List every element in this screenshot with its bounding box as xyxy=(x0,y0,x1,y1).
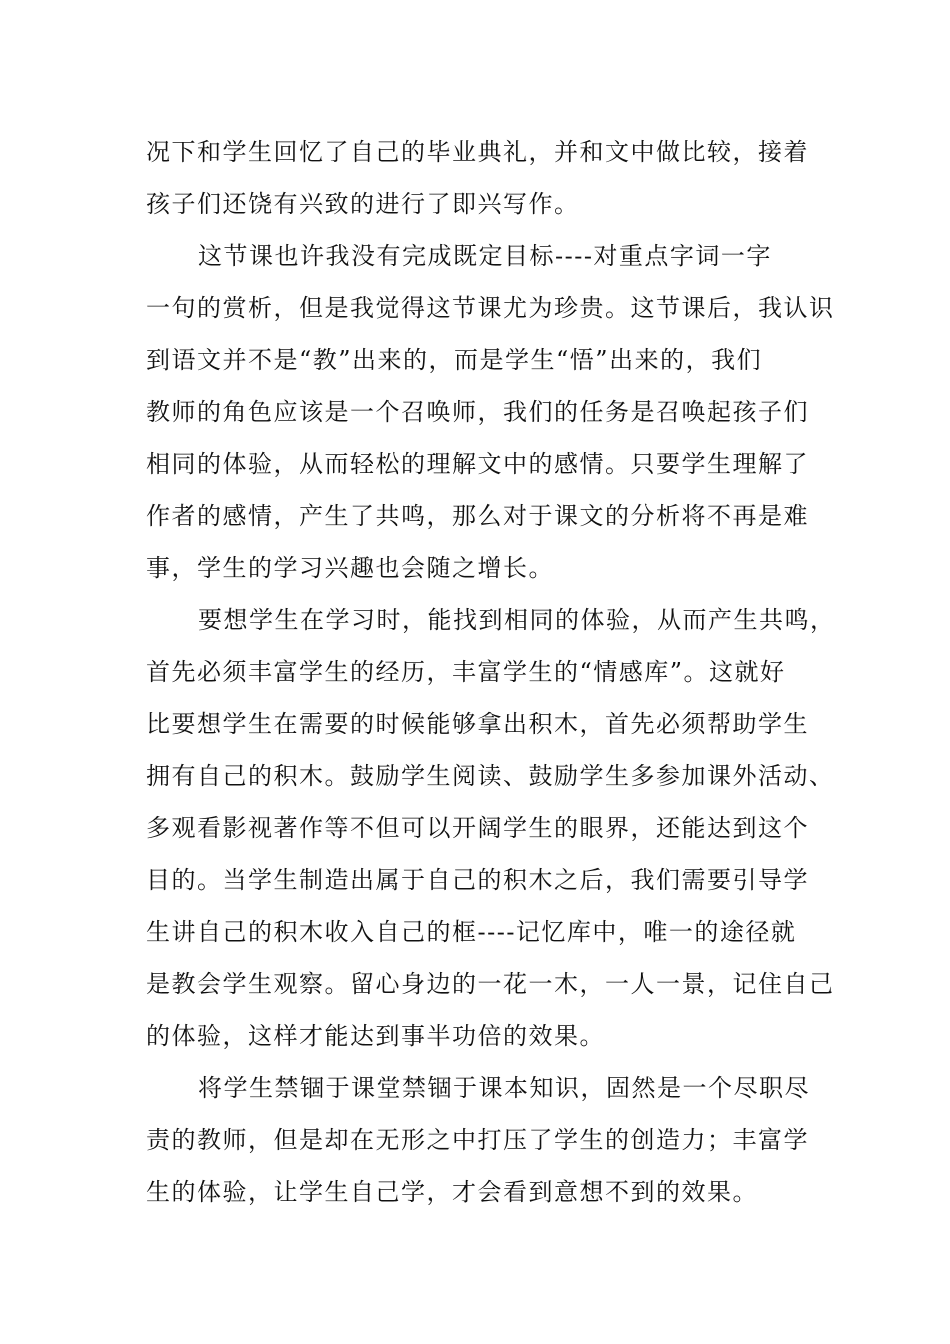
text-line: 这节课也许我没有完成既定目标----对重点字词一字 xyxy=(198,242,772,270)
text-line: 目的。当学生制造出属于自己的积木之后，我们需要引导学 xyxy=(146,866,809,894)
paragraph-3 xyxy=(146,594,836,1062)
text-line: 到语文并不是“教”出来的，而是学生“悟”出来的，我们 xyxy=(146,346,763,374)
paragraph-4 xyxy=(146,1062,810,1218)
paragraph-1 xyxy=(146,126,809,230)
text-line: 比要想学生在需要的时候能够拿出积木，首先必须帮助学生 xyxy=(146,710,809,738)
text-line: 事，学生的学习兴趣也会随之增长。 xyxy=(146,554,554,582)
text-line: 责的教师，但是却在无形之中打压了学生的创造力；丰富学 xyxy=(146,1126,809,1154)
text-line: 首先必须丰富学生的经历，丰富学生的“情感库”。这就好 xyxy=(146,658,786,686)
text-line: 生讲自己的积木收入自己的框----记忆库中，唯一的途径就 xyxy=(146,918,797,946)
text-line: 相同的体验，从而轻松的理解文中的感情。只要学生理解了 xyxy=(146,450,809,478)
text-line: 教师的角色应该是一个召唤师，我们的任务是召唤起孩子们 xyxy=(146,398,809,426)
text-line: 拥有自己的积木。鼓励学生阅读、鼓励学生多参加课外活动、 xyxy=(146,762,835,790)
text-line: 是教会学生观察。留心身边的一花一木，一人一景，记住自己 xyxy=(146,970,835,998)
text-line: 况下和学生回忆了自己的毕业典礼，并和文中做比较，接着 xyxy=(146,138,809,166)
text-line: 的体验，这样才能达到事半功倍的效果。 xyxy=(146,1022,605,1050)
text-line: 多观看影视著作等不但可以开阔学生的眼界，还能达到这个 xyxy=(146,814,809,842)
paragraph-2 xyxy=(146,230,835,594)
document-body xyxy=(146,126,836,1218)
text-line: 孩子们还饶有兴致的进行了即兴写作。 xyxy=(146,190,580,218)
text-line: 一句的赏析，但是我觉得这节课尤为珍贵。这节课后，我认识 xyxy=(146,294,835,322)
text-line: 作者的感情，产生了共鸣，那么对于课文的分析将不再是难 xyxy=(146,502,809,530)
text-line: 生的体验，让学生自己学，才会看到意想不到的效果。 xyxy=(146,1178,758,1206)
text-line: 将学生禁锢于课堂禁锢于课本知识，固然是一个尽职尽 xyxy=(198,1074,810,1102)
text-line: 要想学生在学习时，能找到相同的体验，从而产生共鸣， xyxy=(198,606,836,634)
